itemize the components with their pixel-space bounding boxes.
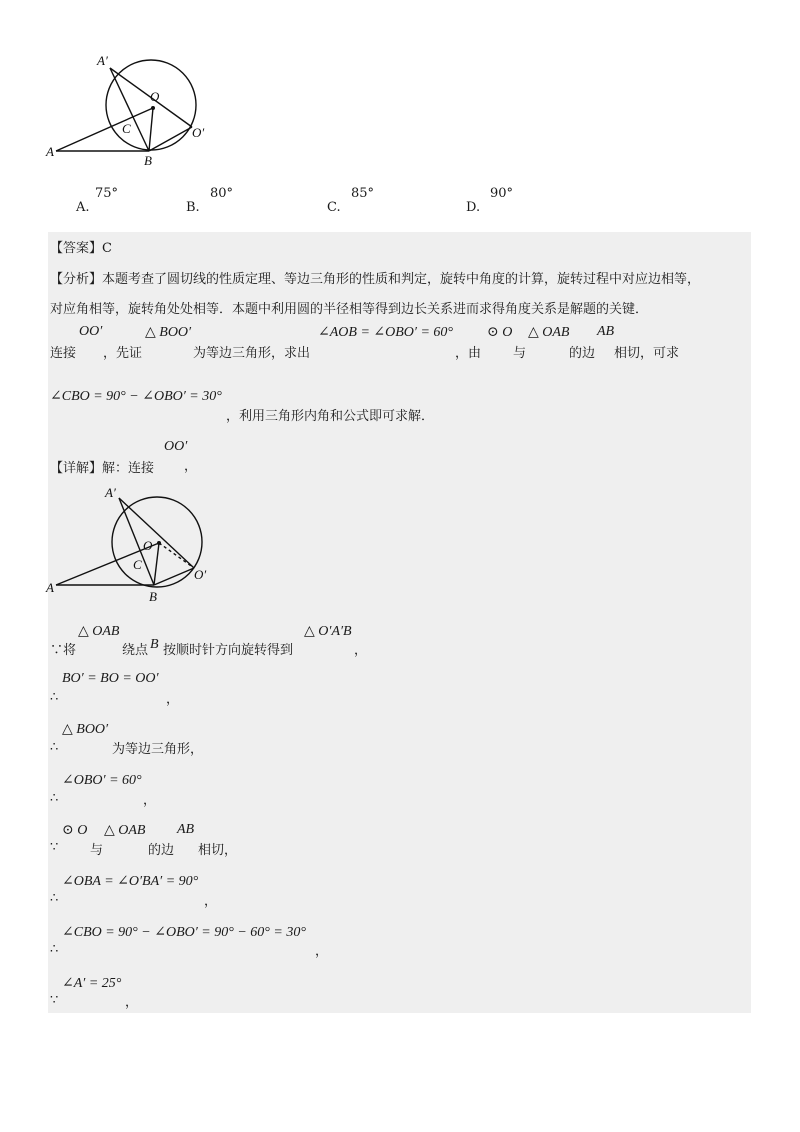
analysis-tangent: 相切，可求: [614, 346, 680, 361]
step1-around-point: 绕点: [122, 643, 149, 658]
step7-therefore: ∴: [50, 942, 59, 957]
option-a-letter: A.: [76, 200, 90, 215]
math-step3-triangle-boo: △ BOO′: [62, 722, 109, 737]
analysis-by: ，由: [455, 346, 482, 361]
label-a: A: [46, 580, 54, 595]
circle-o: [112, 497, 202, 587]
math-step5-triangle-oab: △ OAB: [104, 823, 146, 838]
analysis-connect: 连接: [50, 346, 77, 361]
step7-comma: ，: [315, 944, 329, 959]
segment-aprime-oprime: [119, 498, 194, 568]
math-detail-oo-prime: OO′: [164, 439, 188, 454]
option-d-letter: D.: [466, 200, 481, 215]
analysis-conclusion: ，利用三角形内角和公式即可求解．: [226, 409, 435, 424]
analysis-side: 的边: [569, 346, 596, 361]
step5-tangent: 相切，: [198, 843, 238, 858]
point-o: [151, 106, 155, 110]
step5-side: 的边: [148, 843, 175, 858]
analysis-equilateral: 为等边三角形，求出: [193, 346, 311, 361]
segment-o-b: [154, 543, 159, 585]
option-b-value: 80°: [210, 186, 234, 201]
math-step5-circle-o: ⊙ O: [62, 823, 88, 838]
answer-line: 【答案】C: [50, 241, 112, 256]
step4-therefore: ∴: [50, 791, 59, 806]
label-a-prime: A′: [105, 485, 116, 500]
segment-b-oprime: [154, 568, 194, 585]
math-triangle-boo: △ BOO′: [145, 325, 192, 340]
label-c: C: [122, 121, 131, 136]
math-angle-aob: ∠AOB = ∠OBO′ = 60°: [318, 325, 454, 340]
math-triangle-oab: △ OAB: [528, 325, 570, 340]
math-step1-b: B: [150, 637, 159, 652]
math-step1-triangle-oab: △ OAB: [78, 624, 120, 639]
analysis-line-1: 【分析】本题考查了圆切线的性质定理、等边三角形的性质和判定，旋转中角度的计算，旋转过程中对应边相等，: [50, 272, 701, 287]
option-c-letter: C.: [327, 200, 341, 215]
step6-comma: ，: [204, 894, 218, 909]
option-b-letter: B.: [186, 200, 200, 215]
step5-with: 与: [90, 843, 104, 858]
math-ab: AB: [597, 324, 615, 339]
segment-o-b: [149, 108, 153, 151]
step8-because: ∵: [50, 993, 59, 1008]
analysis-first-prove: ，先证: [103, 346, 143, 361]
option-a-value: 75°: [95, 186, 119, 201]
detail-heading: 【详解】解：连接: [50, 461, 155, 476]
step1-because: ∵将: [50, 643, 77, 658]
step6-therefore: ∴: [50, 891, 59, 906]
step3-therefore: ∴: [50, 740, 59, 755]
step5-because: ∵: [50, 840, 59, 855]
segment-b-oprime: [149, 127, 192, 151]
label-a: A: [46, 144, 54, 159]
step2-comma: ，: [166, 692, 180, 707]
math-angle-cbo: ∠CBO = 90° − ∠OBO′ = 30°: [50, 389, 222, 404]
math-step4-angle: ∠OBO′ = 60°: [62, 773, 142, 788]
segment-o-oprime-dashed: [159, 543, 194, 568]
label-c: C: [133, 557, 142, 572]
step1-rotate-text: 按顺时针方向旋转得到: [163, 643, 294, 658]
label-b: B: [144, 153, 152, 168]
option-c-value: 85°: [351, 186, 375, 201]
label-b: B: [149, 589, 157, 604]
math-step6-right-angles: ∠OBA = ∠O′BA′ = 90°: [62, 874, 199, 889]
step4-comma: ，: [143, 793, 157, 808]
analysis-with: 与: [513, 346, 527, 361]
label-a-prime: A′: [97, 53, 108, 68]
label-o-prime: O′: [192, 125, 205, 140]
step1-comma: ，: [354, 643, 368, 658]
step8-comma: ，: [125, 995, 139, 1010]
analysis-line-2: 对应角相等，旋转角处处相等．本题中利用圆的半径相等得到边长关系进而求得角度关系是解题的关键．: [50, 302, 649, 317]
segment-aprime-b: [110, 68, 149, 151]
step3-equilateral: 为等边三角形，: [112, 742, 204, 757]
figure-2: [42, 480, 232, 608]
label-o: O: [150, 89, 160, 104]
math-oo-prime: OO′: [79, 324, 103, 339]
math-step5-ab: AB: [177, 822, 195, 837]
detail-heading-comma: ，: [184, 459, 198, 474]
label-o: O: [143, 538, 153, 553]
math-step7-angle-cbo: ∠CBO = 90° − ∠OBO′ = 90° − 60° = 30°: [62, 925, 306, 940]
label-o-prime: O′: [194, 567, 207, 582]
math-step2-equal-sides: BO′ = BO = OO′: [62, 671, 159, 686]
math-circle-o: ⊙ O: [487, 325, 513, 340]
math-step1-triangle-oab-prime: △ O′A′B: [304, 624, 352, 639]
figure-1: [40, 45, 230, 175]
option-d-value: 90°: [490, 186, 514, 201]
point-o: [157, 541, 161, 545]
step2-therefore: ∴: [50, 690, 59, 705]
math-step8-angle-a-prime: ∠A′ = 25°: [62, 976, 122, 991]
